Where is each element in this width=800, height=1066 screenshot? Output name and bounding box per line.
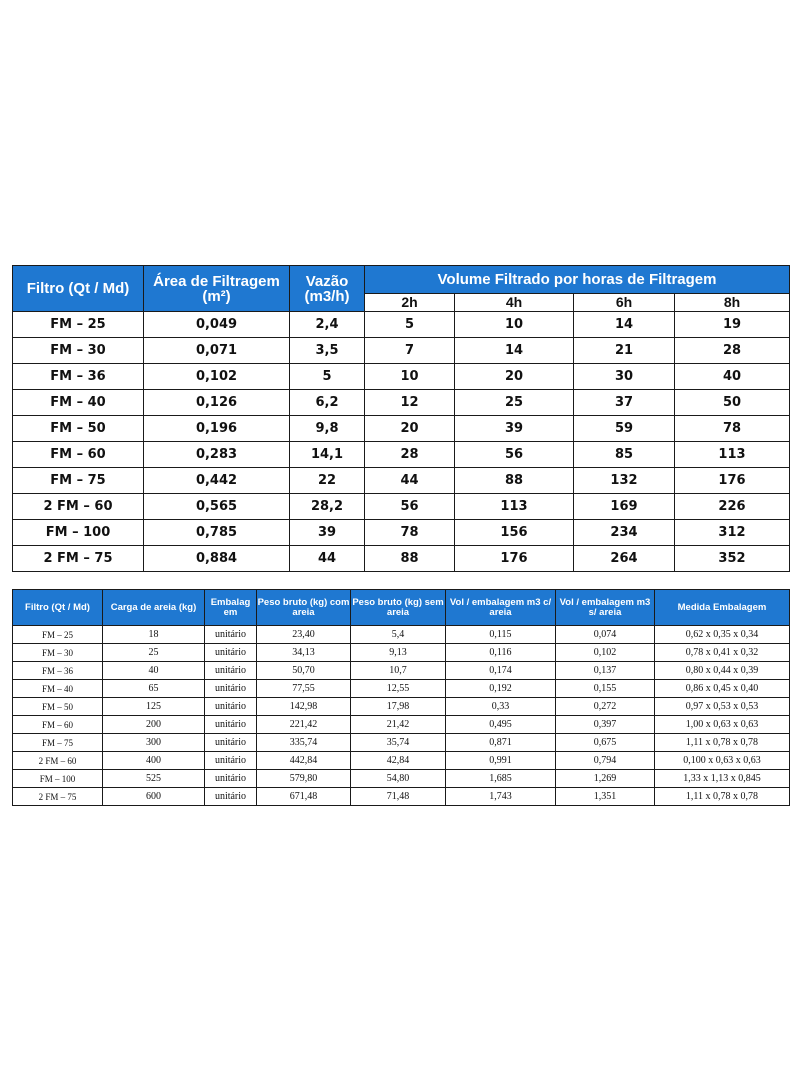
- table-cell: 12: [365, 390, 455, 416]
- table-cell: 40: [675, 364, 790, 390]
- table-cell: 12,55: [351, 680, 446, 698]
- table-cell: 125: [103, 698, 205, 716]
- header-filtro: Filtro (Qt / Md): [13, 590, 103, 626]
- header-filtro: Filtro (Qt / Md): [13, 266, 144, 312]
- table-cell: 50: [675, 390, 790, 416]
- table-cell: 54,80: [351, 770, 446, 788]
- table-cell: 40: [103, 662, 205, 680]
- table-cell: 0,97 x 0,53 x 0,53: [655, 698, 790, 716]
- table-cell: FM – 75: [13, 468, 144, 494]
- table-cell: 44: [290, 546, 365, 572]
- table-cell: 200: [103, 716, 205, 734]
- table-cell: 88: [455, 468, 574, 494]
- header-vol-sem-areia: Vol / embalagem m3 s/ areia: [556, 590, 655, 626]
- table-cell: 78: [675, 416, 790, 442]
- table-cell: 35,74: [351, 734, 446, 752]
- table-cell: 28: [675, 338, 790, 364]
- table-cell: 1,11 x 0,78 x 0,78: [655, 734, 790, 752]
- header-volume: Volume Filtrado por horas de Filtragem: [365, 266, 790, 294]
- table-cell: 176: [455, 546, 574, 572]
- table-cell: 59: [574, 416, 675, 442]
- table-cell: 1,00 x 0,63 x 0,63: [655, 716, 790, 734]
- table-cell: 0,62 x 0,35 x 0,34: [655, 626, 790, 644]
- table-row: [13, 520, 790, 546]
- table-row: [13, 494, 790, 520]
- table-cell: FM – 100: [13, 520, 144, 546]
- table-cell: 0,33: [446, 698, 556, 716]
- table-cell: 2,4: [290, 312, 365, 338]
- table-row: [13, 680, 790, 698]
- table-cell: 113: [455, 494, 574, 520]
- table-cell: FM – 36: [13, 662, 103, 680]
- table-row: [13, 662, 790, 680]
- table-cell: 71,48: [351, 788, 446, 806]
- table-cell: 0,137: [556, 662, 655, 680]
- table-cell: 21: [574, 338, 675, 364]
- table-cell: 9,8: [290, 416, 365, 442]
- table-cell: 22: [290, 468, 365, 494]
- table-cell: unitário: [205, 770, 257, 788]
- header-carga-areia: Carga de areia (kg): [103, 590, 205, 626]
- table-cell: 21,42: [351, 716, 446, 734]
- table-cell: 85: [574, 442, 675, 468]
- table-cell: 600: [103, 788, 205, 806]
- table-row: [13, 364, 790, 390]
- table-cell: 10: [365, 364, 455, 390]
- table-cell: unitário: [205, 644, 257, 662]
- table-cell: 77,55: [257, 680, 351, 698]
- table-cell: FM – 25: [13, 626, 103, 644]
- table-cell: unitário: [205, 698, 257, 716]
- table-cell: 442,84: [257, 752, 351, 770]
- table-cell: 0,871: [446, 734, 556, 752]
- table-cell: 42,84: [351, 752, 446, 770]
- table-cell: unitário: [205, 662, 257, 680]
- header-medida: Medida Embalagem: [655, 590, 790, 626]
- table-cell: 88: [365, 546, 455, 572]
- table-row: [13, 698, 790, 716]
- table-cell: 39: [290, 520, 365, 546]
- table-cell: 0,071: [144, 338, 290, 364]
- header-peso-sem-areia: Peso bruto (kg) sem areia: [351, 590, 446, 626]
- table-cell: 9,13: [351, 644, 446, 662]
- table-cell: 28,2: [290, 494, 365, 520]
- table-cell: 7: [365, 338, 455, 364]
- table-cell: 0,884: [144, 546, 290, 572]
- table-cell: 50,70: [257, 662, 351, 680]
- table-cell: 5: [290, 364, 365, 390]
- header-hours: 4h: [455, 294, 574, 312]
- table-cell: 0,272: [556, 698, 655, 716]
- table-cell: 19: [675, 312, 790, 338]
- table-row: [13, 390, 790, 416]
- table-cell: 18: [103, 626, 205, 644]
- table-cell: 0,049: [144, 312, 290, 338]
- header-vol-com-areia: Vol / embalagem m3 c/ areia: [446, 590, 556, 626]
- table-row: [13, 416, 790, 442]
- table-cell: 28: [365, 442, 455, 468]
- table-cell: 0,794: [556, 752, 655, 770]
- table-cell: 65: [103, 680, 205, 698]
- table-cell: 14,1: [290, 442, 365, 468]
- table-cell: unitário: [205, 788, 257, 806]
- table-cell: 10,7: [351, 662, 446, 680]
- table-cell: FM – 25: [13, 312, 144, 338]
- table-cell: 39: [455, 416, 574, 442]
- table-cell: 1,351: [556, 788, 655, 806]
- table-cell: FM – 36: [13, 364, 144, 390]
- table-cell: unitário: [205, 734, 257, 752]
- packaging-table: [12, 589, 790, 806]
- table-cell: 1,11 x 0,78 x 0,78: [655, 788, 790, 806]
- table-cell: 0,565: [144, 494, 290, 520]
- table-cell: 14: [455, 338, 574, 364]
- table-cell: 0,116: [446, 644, 556, 662]
- table-row: [13, 626, 790, 644]
- table-cell: 56: [455, 442, 574, 468]
- table-cell: 37: [574, 390, 675, 416]
- table-cell: 6,2: [290, 390, 365, 416]
- table-cell: 20: [455, 364, 574, 390]
- table-row: [13, 770, 790, 788]
- header-hours: 8h: [675, 294, 790, 312]
- header-embalagem: Embalag em: [205, 590, 257, 626]
- table-cell: unitário: [205, 752, 257, 770]
- table-cell: 5: [365, 312, 455, 338]
- table-cell: 20: [365, 416, 455, 442]
- table-cell: FM – 30: [13, 338, 144, 364]
- table-cell: 1,33 x 1,13 x 0,845: [655, 770, 790, 788]
- table-cell: 17,98: [351, 698, 446, 716]
- header-hours: 6h: [574, 294, 675, 312]
- table-cell: 0,80 x 0,44 x 0,39: [655, 662, 790, 680]
- table-cell: unitário: [205, 626, 257, 644]
- table-cell: 0,115: [446, 626, 556, 644]
- table-row: [13, 468, 790, 494]
- table-cell: 264: [574, 546, 675, 572]
- table-cell: 0,102: [144, 364, 290, 390]
- table-cell: FM – 50: [13, 416, 144, 442]
- table-cell: 2 FM – 60: [13, 752, 103, 770]
- header-area: Área de Filtragem (m²): [144, 266, 290, 312]
- table-row: [13, 338, 790, 364]
- table-cell: 234: [574, 520, 675, 546]
- table-cell: 3,5: [290, 338, 365, 364]
- table-cell: unitário: [205, 680, 257, 698]
- table-cell: 56: [365, 494, 455, 520]
- table-cell: 25: [455, 390, 574, 416]
- table-cell: 0,126: [144, 390, 290, 416]
- table-cell: FM – 40: [13, 680, 103, 698]
- table-cell: 335,74: [257, 734, 351, 752]
- table-cell: 1,685: [446, 770, 556, 788]
- table-cell: 142,98: [257, 698, 351, 716]
- table-cell: 132: [574, 468, 675, 494]
- table-cell: FM – 40: [13, 390, 144, 416]
- table-cell: 156: [455, 520, 574, 546]
- table-row: [13, 644, 790, 662]
- table-cell: 23,40: [257, 626, 351, 644]
- table-cell: 30: [574, 364, 675, 390]
- table-cell: FM – 50: [13, 698, 103, 716]
- table-cell: 579,80: [257, 770, 351, 788]
- table-cell: 25: [103, 644, 205, 662]
- table-cell: 14: [574, 312, 675, 338]
- header-hours: 2h: [365, 294, 455, 312]
- table-cell: 0,78 x 0,41 x 0,32: [655, 644, 790, 662]
- table-cell: 0,397: [556, 716, 655, 734]
- table-cell: 169: [574, 494, 675, 520]
- table-cell: 5,4: [351, 626, 446, 644]
- filtration-volume-table: [12, 265, 790, 572]
- table-cell: 2 FM – 75: [13, 788, 103, 806]
- table-cell: 352: [675, 546, 790, 572]
- table-cell: 0,074: [556, 626, 655, 644]
- table-cell: 400: [103, 752, 205, 770]
- table-cell: 176: [675, 468, 790, 494]
- table-cell: 10: [455, 312, 574, 338]
- table-cell: unitário: [205, 716, 257, 734]
- table-cell: 78: [365, 520, 455, 546]
- table-cell: 34,13: [257, 644, 351, 662]
- table-cell: 2 FM – 60: [13, 494, 144, 520]
- table-cell: 525: [103, 770, 205, 788]
- table-cell: 0,675: [556, 734, 655, 752]
- table-cell: 113: [675, 442, 790, 468]
- table-row: [13, 734, 790, 752]
- table-cell: 0,155: [556, 680, 655, 698]
- table-cell: FM – 100: [13, 770, 103, 788]
- table-cell: 0,991: [446, 752, 556, 770]
- table-cell: 300: [103, 734, 205, 752]
- table-cell: 0,442: [144, 468, 290, 494]
- table-cell: 671,48: [257, 788, 351, 806]
- header-peso-com-areia: Peso bruto (kg) com areia: [257, 590, 351, 626]
- table-cell: 0,785: [144, 520, 290, 546]
- table-cell: 44: [365, 468, 455, 494]
- table-row: [13, 442, 790, 468]
- table-row: [13, 788, 790, 806]
- table-row: [13, 716, 790, 734]
- table-cell: 0,100 x 0,63 x 0,63: [655, 752, 790, 770]
- header-vazao: Vazão (m3/h): [290, 266, 365, 312]
- table-row: [13, 546, 790, 572]
- table-cell: FM – 30: [13, 644, 103, 662]
- table-cell: FM – 75: [13, 734, 103, 752]
- table-cell: 0,196: [144, 416, 290, 442]
- table-cell: 0,283: [144, 442, 290, 468]
- table-cell: FM – 60: [13, 442, 144, 468]
- table-cell: 1,743: [446, 788, 556, 806]
- table-cell: 221,42: [257, 716, 351, 734]
- table-cell: FM – 60: [13, 716, 103, 734]
- table-cell: 0,192: [446, 680, 556, 698]
- table-row: [13, 752, 790, 770]
- table-cell: 0,495: [446, 716, 556, 734]
- table-cell: 0,86 x 0,45 x 0,40: [655, 680, 790, 698]
- table-row: [13, 312, 790, 338]
- table-cell: 0,174: [446, 662, 556, 680]
- table-cell: 2 FM – 75: [13, 546, 144, 572]
- table-cell: 0,102: [556, 644, 655, 662]
- table-cell: 1,269: [556, 770, 655, 788]
- table-cell: 226: [675, 494, 790, 520]
- table-cell: 312: [675, 520, 790, 546]
